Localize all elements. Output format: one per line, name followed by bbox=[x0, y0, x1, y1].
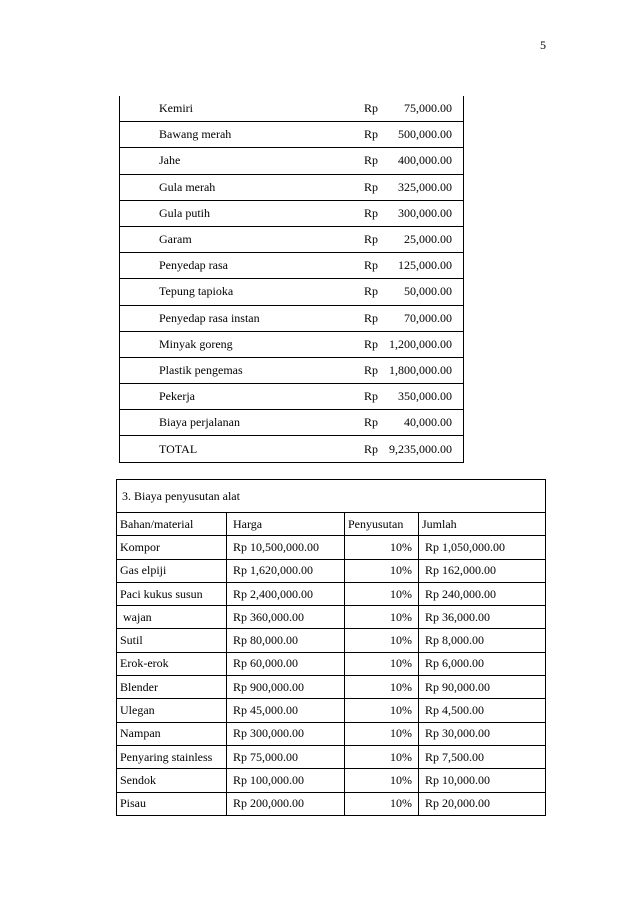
item-amount: 1,200,000.00 bbox=[386, 331, 464, 357]
item-name: Tepung tapioka bbox=[120, 279, 364, 305]
item-name: Garam bbox=[120, 226, 364, 252]
material-price: Rp 360,000.00 bbox=[227, 606, 345, 629]
material-name: Sendok bbox=[117, 769, 227, 792]
item-amount: 70,000.00 bbox=[386, 305, 464, 331]
total-amount: 9,235,000.00 bbox=[386, 436, 464, 462]
item-currency: Rp bbox=[363, 122, 386, 148]
depreciation-amount: Rp 36,000.00 bbox=[419, 606, 546, 629]
material-price: Rp 80,000.00 bbox=[227, 629, 345, 652]
table-row bbox=[117, 792, 546, 815]
total-label: TOTAL bbox=[120, 436, 364, 462]
item-name: Penyedap rasa bbox=[120, 253, 364, 279]
depreciation-amount: Rp 1,050,000.00 bbox=[419, 536, 546, 559]
material-name: Paci kukus susun bbox=[117, 582, 227, 605]
item-name: Bawang merah bbox=[120, 122, 364, 148]
item-name: Kemiri bbox=[120, 96, 364, 122]
depreciation-amount: Rp 20,000.00 bbox=[419, 792, 546, 815]
table-row bbox=[120, 410, 464, 436]
page-number: 5 bbox=[540, 38, 546, 52]
material-price: Rp 900,000.00 bbox=[227, 676, 345, 699]
item-currency: Rp bbox=[363, 331, 386, 357]
table-row bbox=[120, 331, 464, 357]
item-currency: Rp bbox=[363, 279, 386, 305]
table-row bbox=[117, 676, 546, 699]
item-name: Minyak goreng bbox=[120, 331, 364, 357]
table-row bbox=[117, 536, 546, 559]
item-amount: 300,000.00 bbox=[386, 200, 464, 226]
depreciation-amount: Rp 10,000.00 bbox=[419, 769, 546, 792]
item-currency: Rp bbox=[363, 174, 386, 200]
table-title-row bbox=[117, 480, 546, 513]
depreciation-amount: Rp 6,000.00 bbox=[419, 652, 546, 675]
material-name: Kompor bbox=[117, 536, 227, 559]
depreciation-amount: Rp 4,500.00 bbox=[419, 699, 546, 722]
depreciation-rate: 10% bbox=[345, 769, 419, 792]
table-row bbox=[120, 226, 464, 252]
item-amount: 40,000.00 bbox=[386, 410, 464, 436]
item-name: Gula merah bbox=[120, 174, 364, 200]
table-row bbox=[120, 357, 464, 383]
item-amount: 125,000.00 bbox=[386, 253, 464, 279]
depreciation-rate: 10% bbox=[345, 559, 419, 582]
material-name: Nampan bbox=[117, 722, 227, 745]
depreciation-rate: 10% bbox=[345, 536, 419, 559]
table-row bbox=[117, 582, 546, 605]
item-amount: 75,000.00 bbox=[386, 96, 464, 122]
material-price: Rp 2,400,000.00 bbox=[227, 582, 345, 605]
table-row bbox=[117, 769, 546, 792]
material-name: Pisau bbox=[117, 792, 227, 815]
item-currency: Rp bbox=[363, 226, 386, 252]
item-currency: Rp bbox=[363, 410, 386, 436]
header-depreciation: Penyusutan bbox=[345, 513, 419, 536]
material-price: Rp 10,500,000.00 bbox=[227, 536, 345, 559]
material-name: Gas elpiji bbox=[117, 559, 227, 582]
total-currency: Rp bbox=[363, 436, 386, 462]
depreciation-rate: 10% bbox=[345, 582, 419, 605]
item-amount: 325,000.00 bbox=[386, 174, 464, 200]
material-name: Erok-erok bbox=[117, 652, 227, 675]
item-name: Penyedap rasa instan bbox=[120, 305, 364, 331]
item-amount: 400,000.00 bbox=[386, 148, 464, 174]
item-amount: 50,000.00 bbox=[386, 279, 464, 305]
item-currency: Rp bbox=[363, 148, 386, 174]
ingredients-cost-table bbox=[119, 96, 464, 463]
depreciation-rate: 10% bbox=[345, 745, 419, 768]
material-name: wajan bbox=[117, 606, 227, 629]
depreciation-table bbox=[116, 479, 546, 816]
item-currency: Rp bbox=[363, 305, 386, 331]
item-name: Jahe bbox=[120, 148, 364, 174]
depreciation-rate: 10% bbox=[345, 676, 419, 699]
depreciation-rate: 10% bbox=[345, 629, 419, 652]
depreciation-amount: Rp 240,000.00 bbox=[419, 582, 546, 605]
item-amount: 1,800,000.00 bbox=[386, 357, 464, 383]
header-row bbox=[117, 513, 546, 536]
table-row bbox=[117, 745, 546, 768]
table-row bbox=[117, 699, 546, 722]
table-row bbox=[117, 606, 546, 629]
depreciation-rate: 10% bbox=[345, 722, 419, 745]
item-currency: Rp bbox=[363, 357, 386, 383]
depreciation-amount: Rp 7,500.00 bbox=[419, 745, 546, 768]
depreciation-rate: 10% bbox=[345, 699, 419, 722]
material-price: Rp 60,000.00 bbox=[227, 652, 345, 675]
material-name: Ulegan bbox=[117, 699, 227, 722]
material-price: Rp 100,000.00 bbox=[227, 769, 345, 792]
table-row bbox=[117, 722, 546, 745]
item-amount: 350,000.00 bbox=[386, 384, 464, 410]
depreciation-amount: Rp 90,000.00 bbox=[419, 676, 546, 699]
total-row bbox=[120, 436, 464, 462]
table-row bbox=[117, 559, 546, 582]
material-name: Penyaring stainless bbox=[117, 745, 227, 768]
depreciation-rate: 10% bbox=[345, 606, 419, 629]
section-title: 3. Biaya penyusutan alat bbox=[117, 480, 546, 513]
header-material: Bahan/material bbox=[117, 513, 227, 536]
item-currency: Rp bbox=[363, 384, 386, 410]
table-row bbox=[120, 253, 464, 279]
material-name: Sutil bbox=[117, 629, 227, 652]
table-row bbox=[120, 305, 464, 331]
item-amount: 500,000.00 bbox=[386, 122, 464, 148]
material-price: Rp 1,620,000.00 bbox=[227, 559, 345, 582]
depreciation-amount: Rp 30,000.00 bbox=[419, 722, 546, 745]
depreciation-amount: Rp 8,000.00 bbox=[419, 629, 546, 652]
material-price: Rp 45,000.00 bbox=[227, 699, 345, 722]
header-price: Harga bbox=[227, 513, 345, 536]
table-row bbox=[117, 652, 546, 675]
header-total: Jumlah bbox=[419, 513, 546, 536]
material-name: Blender bbox=[117, 676, 227, 699]
item-amount: 25,000.00 bbox=[386, 226, 464, 252]
table-row bbox=[120, 148, 464, 174]
material-price: Rp 200,000.00 bbox=[227, 792, 345, 815]
depreciation-amount: Rp 162,000.00 bbox=[419, 559, 546, 582]
table-row bbox=[120, 174, 464, 200]
table-row bbox=[120, 122, 464, 148]
depreciation-rate: 10% bbox=[345, 652, 419, 675]
depreciation-rate: 10% bbox=[345, 792, 419, 815]
item-name: Biaya perjalanan bbox=[120, 410, 364, 436]
table-row bbox=[120, 96, 464, 122]
table-row bbox=[120, 200, 464, 226]
item-currency: Rp bbox=[363, 200, 386, 226]
material-price: Rp 75,000.00 bbox=[227, 745, 345, 768]
item-currency: Rp bbox=[363, 96, 386, 122]
item-name: Gula putih bbox=[120, 200, 364, 226]
table-row bbox=[117, 629, 546, 652]
table-row bbox=[120, 279, 464, 305]
material-price: Rp 300,000.00 bbox=[227, 722, 345, 745]
item-name: Plastik pengemas bbox=[120, 357, 364, 383]
item-currency: Rp bbox=[363, 253, 386, 279]
table-row bbox=[120, 384, 464, 410]
item-name: Pekerja bbox=[120, 384, 364, 410]
